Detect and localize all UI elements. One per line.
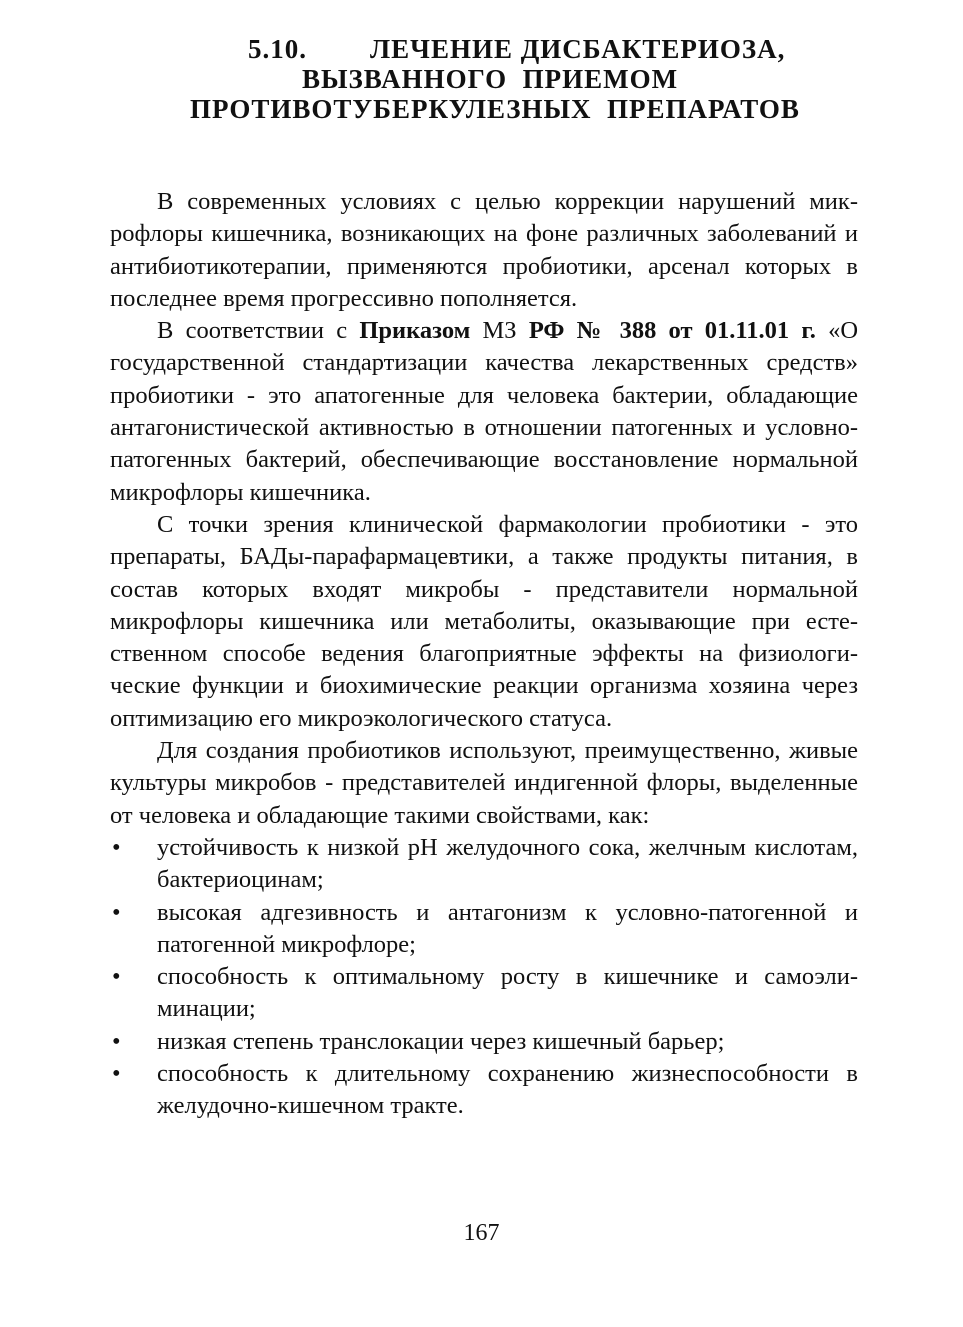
paragraph-3: С точки зрения клинической фармакологии пробиотики - это препараты, БАДы-парафармацевтики, а также продукты питания, в состав которых входят микробы - представители нормальной микрофлоры кишечника или метаболиты, оказывающие при естественном способе ведения благоприятные эффекты на физиологические функции и биохимические реакции организма хозяина через оптимизацию его микроэкологического статуса. <box>110 510 858 732</box>
list-item-text: высокая адгезивность и антагонизм к условно-патогенной и патогенной микрофлоре; <box>157 898 858 958</box>
page-number: 167 <box>463 1220 500 1246</box>
bullet-icon: • <box>112 1060 121 1088</box>
document-page <box>110 34 858 1123</box>
list-item-text: низкая степень транслокации через кишечный барьер; <box>157 1027 725 1055</box>
properties-list <box>110 832 858 1123</box>
bullet-icon: • <box>112 898 121 926</box>
heading-text-1: ЛЕЧЕНИЕ ДИСБАКТЕРИОЗА, <box>370 34 786 64</box>
paragraph-2-text-1: В соответствии с <box>157 317 360 345</box>
list-item <box>110 1058 858 1123</box>
list-item <box>110 832 858 897</box>
bullet-icon: • <box>112 833 121 861</box>
section-heading <box>110 34 858 124</box>
paragraph-1: В современных условиях с целью коррекции нарушений микрофлоры кишечника, возникающих на фоне различных заболеваний и антибиотикотерапии, применяются пробиотики, арсенал которых в последнее время прогрессивно пополняется. <box>110 188 858 312</box>
paragraph-2-bold-1: Приказом <box>359 317 471 345</box>
list-item-text: способность к длительному сохранению жизнеспособности в желудочно-кишечном тракте. <box>157 1060 858 1120</box>
paragraph-2-text-3: «О государственной стандартизации качества лекарственных средств» пробиотики - это апатогенные для человека бактерии, обладающие антагонистической активностью в отношении патогенных и условно-патогенных бактерий, обеспечивающие восстановление нормальной микрофлоры кишечника. <box>110 317 859 506</box>
list-item <box>110 961 858 1026</box>
section-number: 5.10. <box>248 34 307 64</box>
paragraph-4: Для создания пробиотиков используют, преимущественно, живые культуры микробов - представителей индигенной флоры, выделенные от человека и обладающие такими свойствами, как: <box>110 737 858 829</box>
list-item-text: способность к оптимальному росту в кишечнике и самоэлиминации; <box>157 963 858 1023</box>
list-item <box>110 1026 858 1058</box>
heading-line-3: ПРОТИВОТУБЕРКУЛЕЗНЫХ ПРЕПАРАТОВ <box>190 94 800 124</box>
paragraph-2-bold-2: РФ № 388 от 01.11.01 г. <box>528 317 816 345</box>
heading-line-2: ВЫЗВАННОГО ПРИЕМОМ <box>302 64 679 94</box>
list-item <box>110 897 858 962</box>
paragraph-2 <box>110 315 858 509</box>
paragraph-2-text-2: МЗ <box>470 317 529 345</box>
section-body <box>110 186 858 1123</box>
bullet-icon: • <box>112 963 121 991</box>
bullet-icon: • <box>112 1027 121 1055</box>
list-item-text: устойчивость к низкой pH желудочного сока, желчным кислотам, бактериоцинам; <box>157 833 858 894</box>
heading-line-1 <box>110 34 858 64</box>
